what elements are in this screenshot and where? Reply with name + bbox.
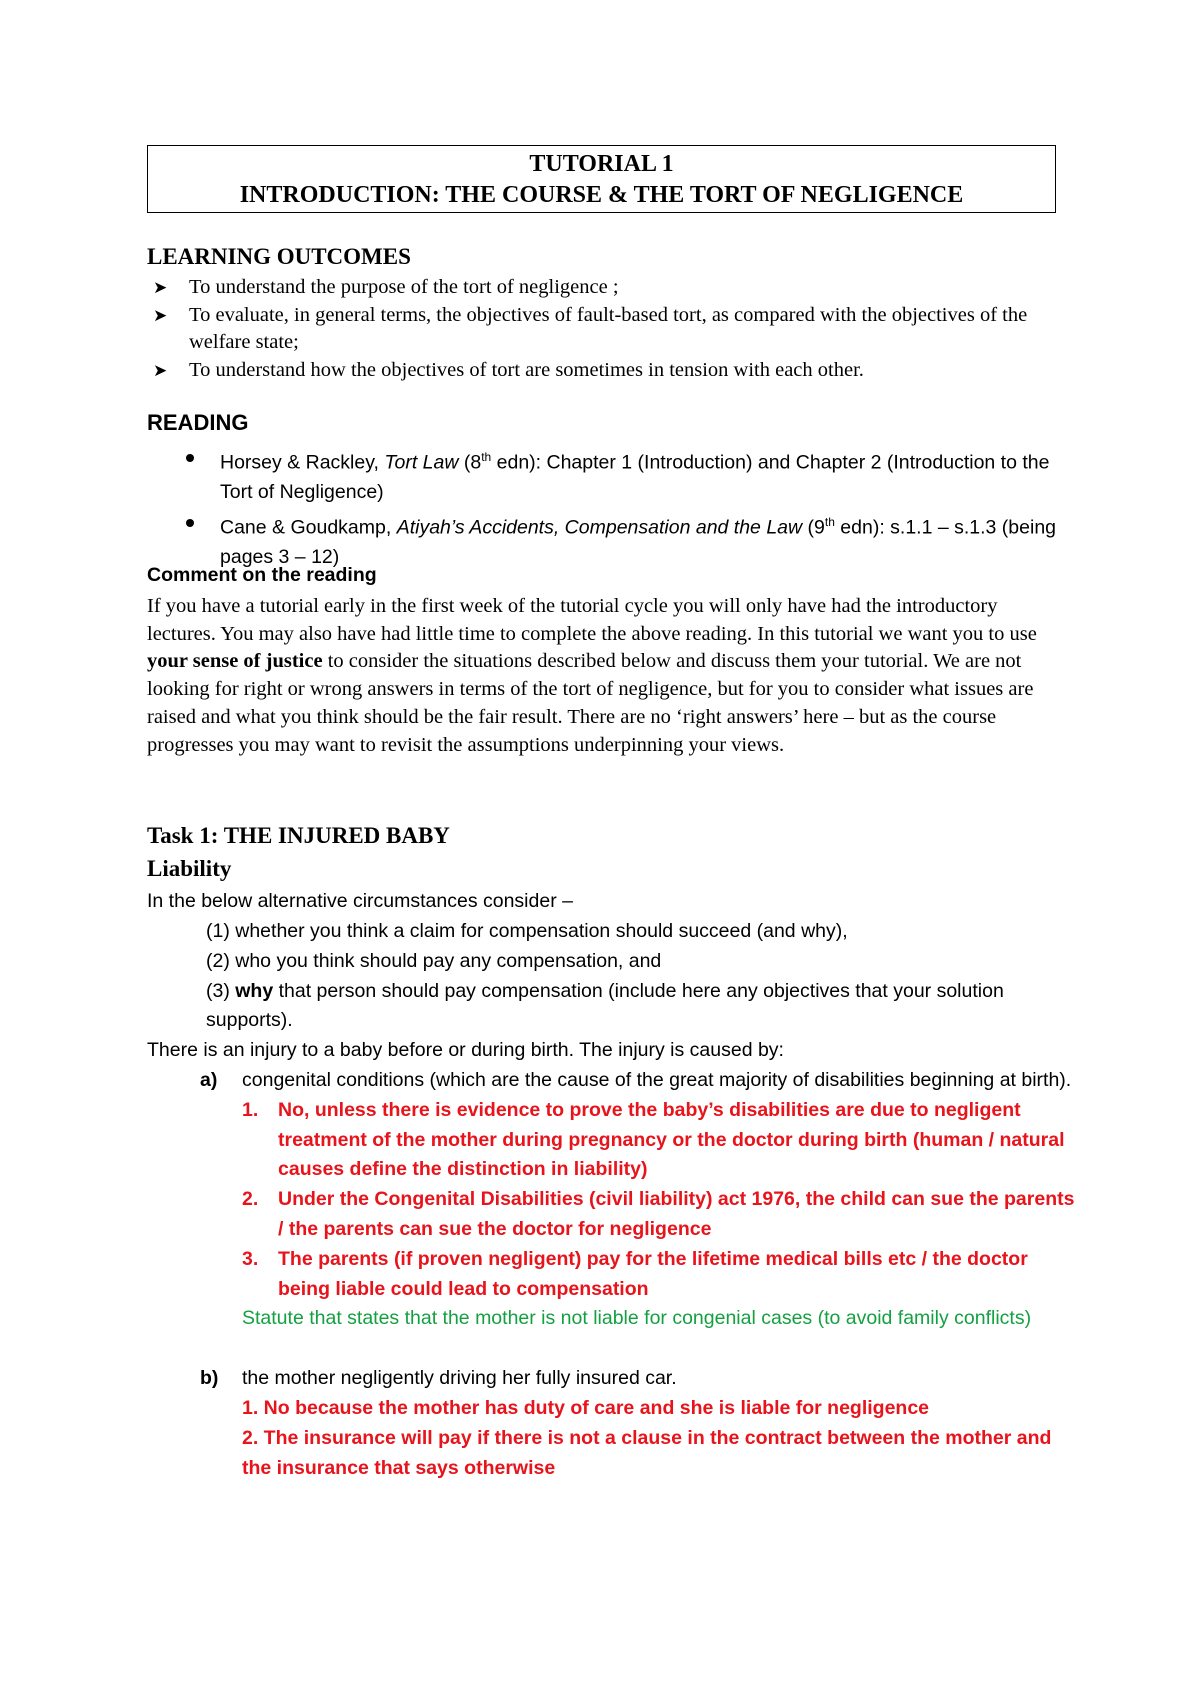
- answer-item: 1. No because the mother has duty of care and she is liable for negligence: [242, 1396, 930, 1419]
- question-item: (3) why that person should pay compensation (include here any objectives that your solution supports).: [206, 979, 1004, 1032]
- answer-item: 3. The parents (if proven negligent) pay for the lifetime medical bills etc / the doctor being liable could lead to compensation: [242, 1247, 1028, 1300]
- reading-list: [184, 443, 1064, 572]
- arrowhead-bullet-icon: ➤: [153, 360, 168, 380]
- alternative-text: the mother negligently driving her fully insured car.: [242, 1367, 677, 1390]
- task-heading: Task 1: THE INJURED BABY: [147, 823, 450, 848]
- title-line-2: INTRODUCTION: THE COURSE & THE TORT OF NEGLIGENCE: [239, 182, 964, 208]
- question-item: (2) who you think should pay any compensation, and: [206, 949, 662, 972]
- list-item: ➤ To evaluate, in general terms, the objectives of fault-based tort, as compared with the objectives of the welfare state;: [153, 303, 1028, 353]
- learning-outcomes-list: [153, 274, 1053, 384]
- reading-heading: READING: [147, 410, 249, 435]
- title-line-1: TUTORIAL 1: [529, 151, 674, 177]
- answer-list: [242, 1096, 1080, 1305]
- list-item: ➤ To understand how the objectives of tort are sometimes in tension with each other.: [153, 357, 1053, 385]
- answer-item: 2. Under the Congenital Disabilities (civil liability) act 1976, the child can sue the parents / the parents can sue the doctor for negligence: [242, 1188, 1075, 1240]
- alternative-a: [200, 1066, 1080, 1334]
- arrowhead-bullet-icon: ➤: [153, 278, 168, 297]
- reading-item: Cane & Goudkamp, Atiyah’s Accidents, Compensation and the Law (9th edn): s.1.1 – s.1.3 (being pages 3 – 12): [184, 508, 1064, 573]
- alternative-text: congenital conditions (which are the cause of the great majority of disabilities beginning at birth).: [242, 1069, 1072, 1091]
- alternative-label: a): [200, 1069, 218, 1091]
- answer-item: 1. No, unless there is evidence to prove the baby’s disabilities are due to negligent treatment of the mother during pregnancy or the doctor during birth (human / natural causes define the distinction in liability): [242, 1098, 1065, 1181]
- question-list: [206, 917, 1076, 1036]
- answer-item: 2. The insurance will pay if there is not a clause in the contract between the mother and the insurance that says otherwise: [242, 1426, 1052, 1479]
- learning-outcomes-heading: LEARNING OUTCOMES: [147, 244, 411, 269]
- list-item: ➤ To understand the purpose of the tort of negligence ;: [153, 274, 1053, 302]
- emphasis-text: your sense of justice: [147, 650, 323, 673]
- bullet-dot-icon: [186, 454, 194, 462]
- comment-paragraph: If you have a tutorial early in the first week of the tutorial cycle you will only have had the introductory lectures. You may also have had little time to complete the above reading. In this tutorial we want you to use your sense of justice to consider the situations described below and discuss them your tutorial. We are not looking for right or wrong answers in terms of the tort of negligence, but for you to consider what issues are raised and what you think should be the fair result. There are no ‘right answers’ here – but as the course progresses you may want to revisit the assumptions underpinning your views.: [147, 595, 1037, 756]
- reading-item: Horsey & Rackley, Tort Law (8th edn): Chapter 1 (Introduction) and Chapter 2 (Introduction to the Tort of Negligence): [184, 443, 1064, 508]
- alternatives-list: [200, 1066, 1080, 1483]
- liability-subheading: Liability: [147, 856, 232, 881]
- bullet-dot-icon: [186, 519, 194, 527]
- scenario-intro: There is an injury to a baby before or during birth. The injury is caused by:: [147, 1039, 784, 1061]
- instruction-line: In the below alternative circumstances consider –: [147, 890, 573, 912]
- question-item: (1) whether you think a claim for compensation should succeed (and why),: [206, 920, 848, 942]
- statute-note: Statute that states that the mother is not liable for congenial cases (to avoid family conflicts): [242, 1307, 1032, 1330]
- alternative-b: [200, 1364, 1080, 1483]
- alternative-label: b): [200, 1367, 219, 1390]
- arrowhead-bullet-icon: ➤: [153, 305, 168, 325]
- comment-heading: Comment on the reading: [147, 564, 377, 586]
- title-box: [147, 145, 1056, 213]
